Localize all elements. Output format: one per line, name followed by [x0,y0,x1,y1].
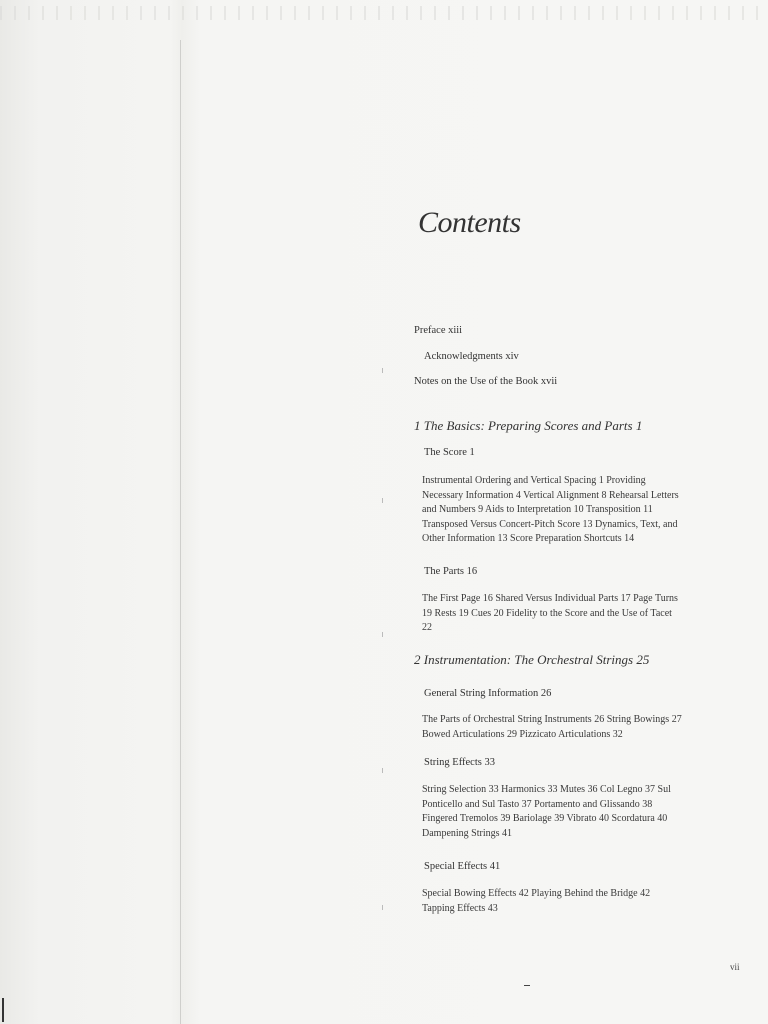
front-matter-preface: Preface xiii [414,325,463,336]
scan-tick [382,498,383,503]
scan-dash-mark [524,985,530,986]
front-matter-notes: Notes on the Use of the Book xvii [414,376,558,387]
section-body: Instrumental Ordering and Vertical Spacing 1 Providing Necessary Information 4 Vertical Alignment 8 Rehearsal Letters and Numbers 9 Aids to Interpretation 10 Transposition 11 Transposed Versus Concert-Pitch Score 13 Dynamics, Text, and Other Information 13 Score Preparation Shortcuts 14 [422,475,679,544]
book-gutter-line [180,40,181,1024]
front-matter-item [414,374,714,389]
scan-edge-mark [2,998,4,1022]
chapter-title: 1 The Basics: Preparing Scores and Parts 1 [414,418,643,433]
scan-noise-top [0,6,768,20]
section-title: The Parts 16 [424,566,478,577]
page-number: vii [730,962,740,972]
section-title: General String Information 26 [424,688,552,699]
section-body: String Selection 33 Harmonics 33 Mutes 36 Col Legno 37 Sul Ponticello and Sul Tasto 37 Portamento and Glissando 38 Fingered Tremolos 39 Bariolage 39 Vibrato 40 Scordatura 40 Dampening Strings 41 [422,784,671,839]
front-matter-item [424,349,724,364]
section-body: The First Page 16 Shared Versus Individual Parts 17 Page Turns 19 Rests 19 Cues 20 Fidelity to the Score and the Use of Tacet 22 [422,593,678,633]
front-matter-acknowledgments: Acknowledgments xiv [424,351,519,362]
page-heading: Contents [418,206,521,239]
section-title: Special Effects 41 [424,861,501,872]
scan-tick [382,905,383,910]
front-matter-item [414,323,714,338]
scan-tick [382,368,383,373]
section-title: The Score 1 [424,447,475,458]
section-body: Special Bowing Effects 42 Playing Behind the Bridge 42 Tapping Effects 43 [422,888,651,914]
scan-tick [382,768,383,773]
chapter-title: 2 Instrumentation: The Orchestral Strings 25 [414,652,650,667]
section-body: The Parts of Orchestral String Instruments 26 String Bowings 27 Bowed Articulations 29 Pizzicato Articulations 32 [422,714,682,740]
section-title: String Effects 33 [424,757,495,768]
scan-tick [382,632,383,637]
